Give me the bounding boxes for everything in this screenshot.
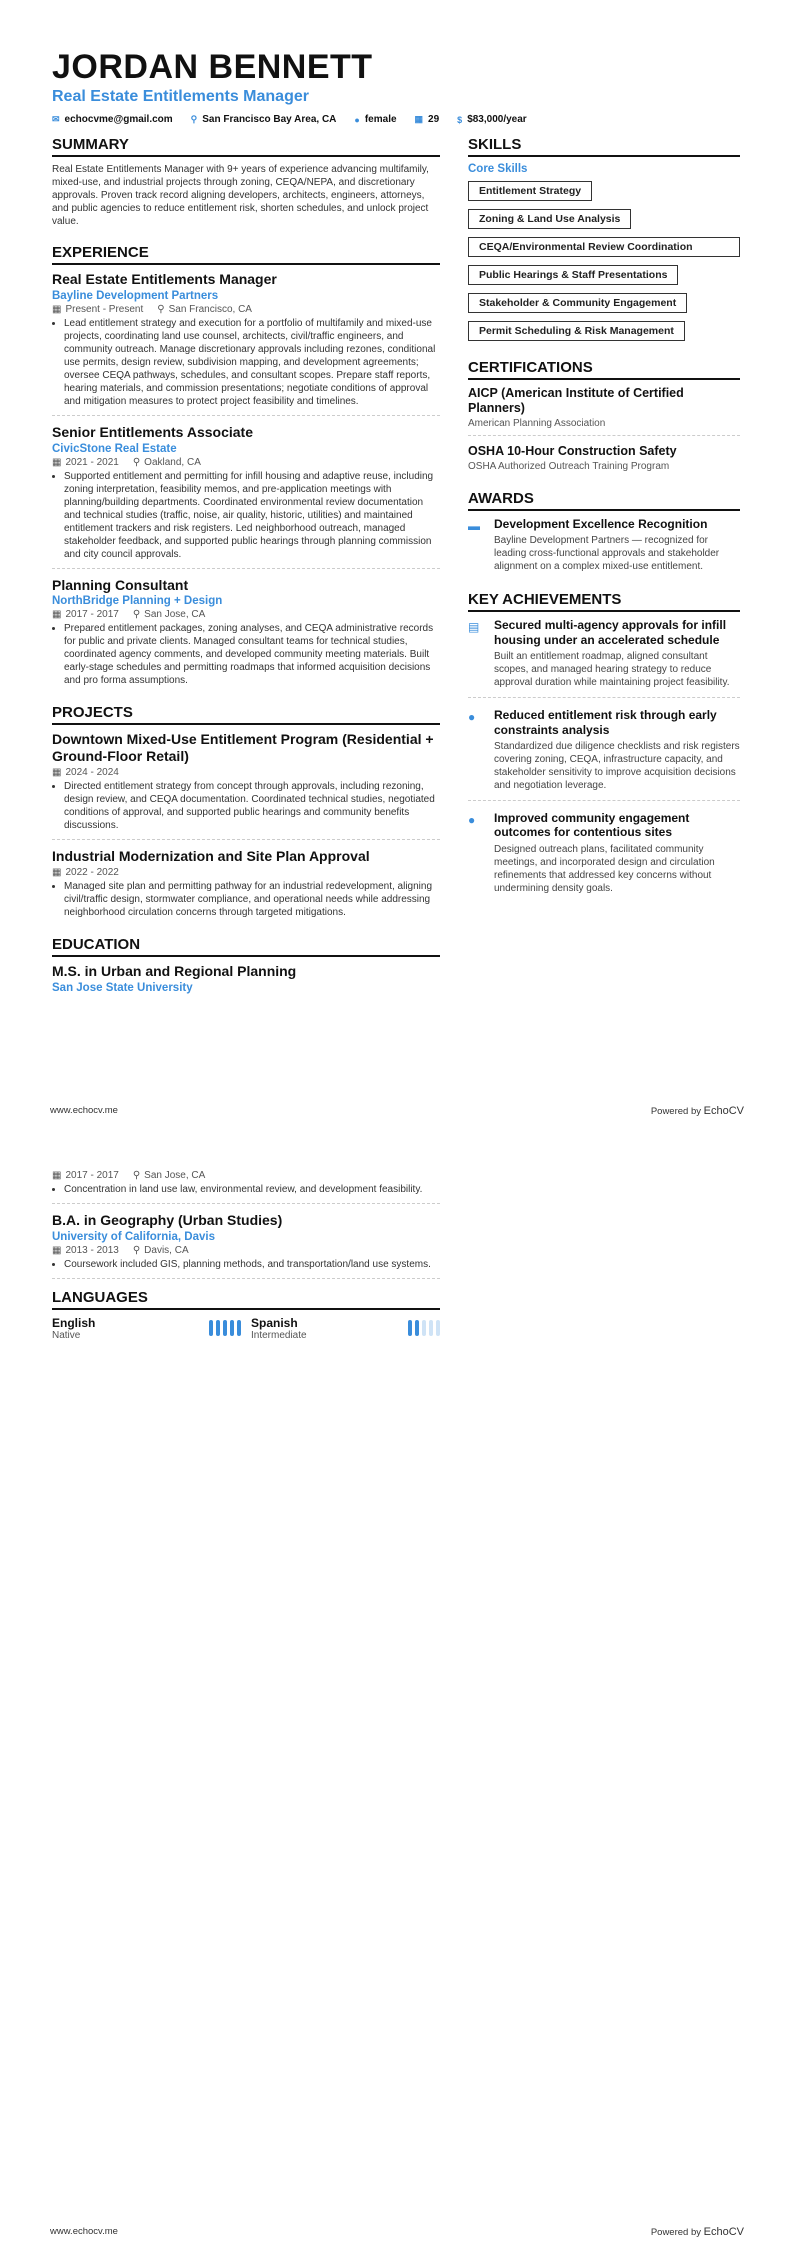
degree-title: M.S. in Urban and Regional Planning bbox=[52, 962, 297, 979]
job-dates: ▦ 2021 - 2021 bbox=[52, 456, 119, 468]
proficiency-bars bbox=[408, 1320, 440, 1336]
language-item bbox=[52, 1316, 241, 1341]
proficiency-bars bbox=[209, 1320, 241, 1336]
location-icon: ⚲ bbox=[132, 1170, 141, 1181]
award-entry bbox=[468, 517, 740, 581]
education-meta bbox=[52, 1170, 440, 1181]
experience-section bbox=[52, 244, 440, 694]
left-column bbox=[52, 136, 440, 994]
achievement-desc: Built an entitlement roadmap, aligned consultant scopes, and managed hearing strategy to reduce approval duration while maintaining project feasibility. bbox=[494, 651, 730, 689]
education-bullets: • Coursework included GIS, planning methods, and transportation/land use systems. bbox=[52, 1258, 440, 1271]
summary-section bbox=[52, 136, 440, 228]
contact-email[interactable]: ✉ echocvme@gmail.com bbox=[52, 114, 173, 125]
education-section bbox=[52, 936, 440, 994]
achievement-entry bbox=[468, 618, 740, 698]
certification-org: American Planning Association bbox=[468, 418, 606, 429]
certifications-title: CERTIFICATIONS bbox=[468, 359, 740, 380]
skill-tag: Public Hearings & Staff Presentations bbox=[468, 265, 678, 285]
language-level: Intermediate bbox=[251, 1329, 307, 1341]
projects-section bbox=[52, 704, 440, 925]
page-footer bbox=[50, 1105, 744, 1117]
job-meta bbox=[52, 304, 440, 315]
education-location: ⚲ Davis, CA bbox=[132, 1244, 189, 1256]
achievement-title: Improved community engagement outcomes for contentious sites bbox=[494, 810, 690, 840]
school-name: San Jose State University bbox=[52, 981, 193, 994]
project-title: Industrial Modernization and Site Plan Approval bbox=[52, 847, 370, 864]
achievement-entry bbox=[468, 811, 740, 903]
project-entry bbox=[52, 848, 440, 926]
calendar-icon: ▦ bbox=[52, 766, 62, 778]
footer-powered-by: Powered by EchoCV bbox=[650, 1105, 744, 1117]
candidate-name: JORDAN BENNETT bbox=[52, 48, 373, 86]
contact-salary: $ $83,000/year bbox=[457, 114, 527, 125]
award-desc: Bayline Development Partners — recognized for leading cross-functional approvals and stakeholder alignment on a complex mixed-use entitlement. bbox=[494, 535, 720, 573]
contact-info bbox=[52, 114, 527, 125]
projects-title: PROJECTS bbox=[52, 704, 440, 725]
achievement-entry bbox=[468, 708, 740, 801]
project-title: Downtown Mixed-Use Entitlement Program (Residential + Ground-Floor Retail) bbox=[52, 731, 434, 765]
education-location: ⚲ San Jose, CA bbox=[132, 1170, 206, 1181]
skill-tag: Stakeholder & Community Engagement bbox=[468, 293, 687, 313]
skill-tag: Zoning & Land Use Analysis bbox=[468, 209, 631, 229]
skills-section bbox=[468, 136, 740, 349]
job-dates: ▦ 2017 - 2017 bbox=[52, 609, 119, 621]
languages-section bbox=[52, 1289, 440, 1341]
certification-title: AICP (American Institute of Certified Planners) bbox=[468, 386, 684, 415]
calendar-icon: ▦ bbox=[52, 866, 62, 878]
calendar-icon: ▦ bbox=[52, 303, 62, 315]
experience-title: EXPERIENCE bbox=[52, 244, 440, 265]
footer-website[interactable]: www.echocv.me bbox=[50, 1105, 118, 1116]
summary-title: SUMMARY bbox=[52, 136, 440, 157]
chat-icon: ● bbox=[468, 812, 476, 827]
skill-tag: Entitlement Strategy bbox=[468, 181, 592, 201]
job-bullets: • Lead entitlement strategy and execution for a portfolio of multifamily and mixed-use projects, coordinating land use counsel, architects, civil/traffic engineers, and community outreach. Manage discretionary approvals including rezones, conditional use permits, design review, subdivision mapping, and development agreements; oversee CEQA pathways, schedules, and consultant scopes. Prepare staff reports, hearing materials, and commission presentations; negotiate conditions of approval and mitigation measures to protect project feasibility and timelines. bbox=[52, 317, 440, 408]
company-name: Bayline Development Partners bbox=[52, 289, 219, 302]
brand-logo: EchoCV bbox=[703, 2226, 744, 2238]
company-name: NorthBridge Planning + Design bbox=[52, 595, 223, 608]
calendar-icon: ▦ bbox=[414, 114, 424, 124]
project-meta bbox=[52, 767, 440, 778]
calendar-icon: ▦ bbox=[52, 456, 62, 468]
job-title: Real Estate Entitlements Manager bbox=[52, 271, 277, 287]
education-entry bbox=[52, 1212, 440, 1279]
achievement-title: Reduced entitlement risk through early constraints analysis bbox=[494, 708, 717, 737]
project-dates: ▦ 2022 - 2022 bbox=[52, 866, 119, 878]
calendar-icon: ▦ bbox=[52, 609, 62, 621]
degree-title: B.A. in Geography (Urban Studies) bbox=[52, 1212, 283, 1228]
salary-icon: $ bbox=[457, 114, 463, 125]
brand-logo: EchoCV bbox=[703, 1105, 744, 1117]
achievement-desc: Standardized due diligence checklists and risk registers covering zoning, CEQA, infrastructure capacity, and stakeholder sensitivity to improve acquisition decisions and negotiation leverage. bbox=[494, 740, 740, 791]
resume-header bbox=[52, 50, 527, 125]
resume-page-2 bbox=[0, 1123, 794, 2246]
certifications-section bbox=[468, 359, 740, 478]
language-name: Spanish bbox=[251, 1315, 298, 1330]
certification-entry bbox=[468, 386, 740, 436]
person-icon: ● bbox=[354, 114, 360, 125]
job-location: ⚲ San Jose, CA bbox=[132, 609, 206, 621]
calendar-icon: ▤ bbox=[468, 620, 480, 635]
project-dates: ▦ 2024 - 2024 bbox=[52, 766, 119, 778]
achievements-section bbox=[468, 591, 740, 902]
chat-icon: ● bbox=[468, 710, 476, 725]
contact-age: ▦ 29 bbox=[414, 114, 440, 125]
certification-org: OSHA Authorized Outreach Training Program bbox=[468, 461, 670, 472]
email-icon: ✉ bbox=[52, 114, 60, 124]
job-bullets: • Prepared entitlement packages, zoning analyses, and CEQA administrative records for public and private clients. Managed consultant teams for technical studies, coordinated agency comments, and developed community meeting materials. Built early-stage schedules and permitting roadmaps that informed acquisition decisions and pro forma assumptions. bbox=[52, 622, 440, 687]
skill-tag: Permit Scheduling & Risk Management bbox=[468, 321, 685, 341]
calendar-icon: ▦ bbox=[52, 1244, 62, 1256]
skills-subtitle: Core Skills bbox=[468, 163, 528, 175]
left-column-continued bbox=[52, 1168, 440, 1341]
footer-powered-by: Powered by EchoCV bbox=[650, 2226, 744, 2238]
location-icon: ⚲ bbox=[157, 303, 165, 315]
education-meta bbox=[52, 1245, 440, 1256]
contact-location: ⚲ San Francisco Bay Area, CA bbox=[190, 114, 337, 125]
experience-entry bbox=[52, 271, 440, 416]
language-item bbox=[251, 1316, 440, 1341]
job-title: Senior Entitlements Associate bbox=[52, 423, 253, 440]
location-icon: ⚲ bbox=[132, 456, 141, 468]
trophy-icon: ▬ bbox=[468, 519, 480, 533]
achievement-desc: Designed outreach plans, facilitated community meetings, and incorporated design and circulation refinements that addressed key concerns without undermining density goals. bbox=[494, 843, 715, 894]
education-entry bbox=[52, 1170, 440, 1204]
candidate-role: Real Estate Entitlements Manager bbox=[52, 88, 309, 105]
project-bullets: • Directed entitlement strategy from concept through approvals, including rezoning, design review, and CEQA documentation. Coordinated technical studies, negotiated conditions of approval, and supported public hearings and community benefits discussions. bbox=[52, 780, 440, 832]
job-location: ⚲ Oakland, CA bbox=[132, 456, 201, 468]
summary-text: Real Estate Entitlements Manager with 9+ years of experience advancing multifamily, mixed-use, and industrial projects through zoning, CEQA/NEPA, and discretionary approvals. Proven track record aligning developers, architects, engineers, attorneys, and public agencies to reduce entitlement risk, shorten schedules, and unlock project value. bbox=[52, 164, 429, 227]
languages-list bbox=[52, 1316, 440, 1341]
job-dates: ▦ Present - Present bbox=[52, 303, 144, 315]
education-dates: ▦ 2017 - 2017 bbox=[52, 1170, 119, 1181]
education-bullets: • Concentration in land use law, environmental review, and development feasibility. bbox=[52, 1183, 440, 1196]
award-title: Development Excellence Recognition bbox=[494, 517, 708, 531]
location-icon: ⚲ bbox=[190, 114, 198, 124]
page-footer bbox=[50, 2226, 744, 2238]
footer-website[interactable]: www.echocv.me bbox=[50, 2226, 118, 2237]
achievements-title: KEY ACHIEVEMENTS bbox=[468, 591, 740, 612]
project-meta bbox=[52, 867, 440, 878]
job-meta bbox=[52, 609, 440, 620]
school-name: University of California, Davis bbox=[52, 1230, 215, 1243]
experience-entry bbox=[52, 577, 440, 695]
job-meta bbox=[52, 457, 440, 468]
project-bullets: • Managed site plan and permitting pathway for an industrial redevelopment, aligning civil/traffic design, stormwater compliance, and operational needs while addressing neighborhood circulation concerns through targeted mitigations. bbox=[52, 880, 440, 919]
location-icon: ⚲ bbox=[132, 1244, 141, 1256]
education-title: EDUCATION bbox=[52, 936, 440, 957]
languages-title: LANGUAGES bbox=[52, 1289, 440, 1310]
location-icon: ⚲ bbox=[132, 609, 141, 621]
skills-title: SKILLS bbox=[468, 136, 740, 157]
project-entry bbox=[52, 731, 440, 840]
job-title: Planning Consultant bbox=[52, 576, 189, 593]
language-name: English bbox=[52, 1315, 96, 1330]
calendar-icon: ▦ bbox=[52, 1170, 62, 1181]
experience-entry bbox=[52, 424, 440, 569]
contact-gender: ● female bbox=[354, 114, 397, 125]
right-column bbox=[468, 136, 740, 913]
achievement-title: Secured multi-agency approvals for infill housing under an accelerated schedule bbox=[494, 618, 727, 647]
skill-tag: CEQA/Environmental Review Coordination bbox=[468, 237, 740, 257]
certification-entry bbox=[468, 444, 740, 478]
awards-section bbox=[468, 490, 740, 581]
company-name: CivicStone Real Estate bbox=[52, 442, 177, 455]
language-level: Native bbox=[52, 1329, 81, 1341]
certification-title: OSHA 10-Hour Construction Safety bbox=[468, 444, 677, 458]
education-dates: ▦ 2013 - 2013 bbox=[52, 1244, 119, 1256]
job-bullets: • Supported entitlement and permitting for infill housing and adaptive reuse, including zoning interpretation, feasibility memos, and pre-application meetings with planning/building departments. Coordinated environmental review documentation and technical studies (traffic, noise, air quality, historic, utilities) and maintained entitlement trackers and risk registers. Led neighborhood outreach, managed stakeholder feedback, and supported public hearings through planning commission and city council approvals. bbox=[52, 470, 440, 561]
awards-title: AWARDS bbox=[468, 490, 740, 511]
job-location: ⚲ San Francisco, CA bbox=[157, 303, 252, 315]
